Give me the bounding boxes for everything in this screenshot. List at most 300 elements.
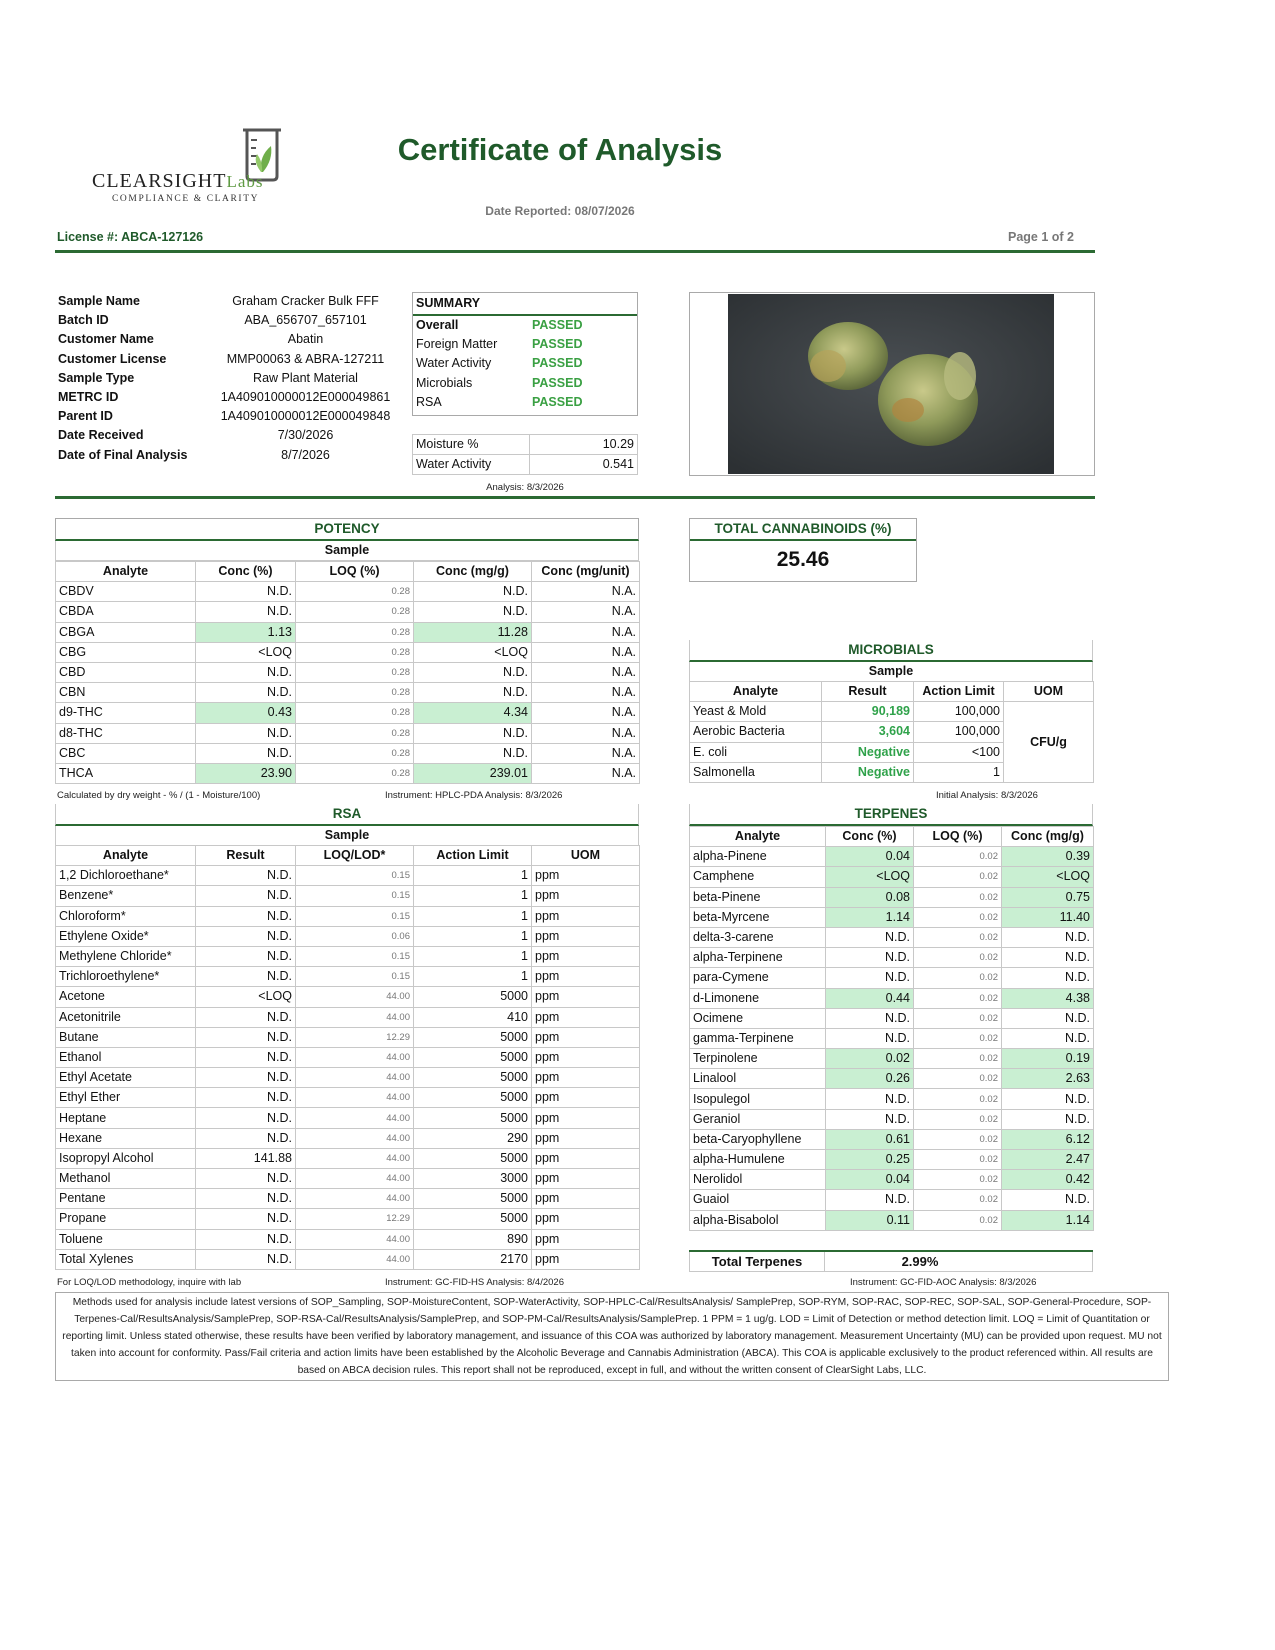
moisture-label: Moisture % [413, 435, 530, 455]
table-cell: 0.02 [914, 847, 1002, 867]
table-cell: <LOQ [196, 642, 296, 662]
table-cell: N.D. [826, 1109, 914, 1129]
table-cell: ppm [532, 1007, 640, 1027]
table-cell: beta-Caryophyllene [690, 1129, 826, 1149]
table-cell: Chloroform* [56, 906, 196, 926]
column-header: LOQ (%) [914, 827, 1002, 847]
table-cell: 44.00 [296, 1229, 414, 1249]
moisture-value: 10.29 [530, 435, 638, 455]
logo-labs: Labs [226, 172, 264, 191]
table-row [690, 702, 1094, 722]
summary-row [413, 393, 637, 412]
table-cell: 0.28 [296, 622, 414, 642]
table-cell: N.D. [414, 723, 532, 743]
table-cell: N.D. [414, 582, 532, 602]
table-cell: CBD [56, 662, 196, 682]
table-cell: Nerolidol [690, 1170, 826, 1190]
info-label: Batch ID [58, 313, 109, 328]
table-cell: 44.00 [296, 1068, 414, 1088]
table-cell: 0.04 [826, 1170, 914, 1190]
logo [92, 126, 292, 210]
potency-section [55, 518, 639, 784]
table-cell: N.D. [196, 662, 296, 682]
table-cell: 0.15 [296, 906, 414, 926]
table-row [56, 723, 640, 743]
table-cell: <LOQ [414, 642, 532, 662]
table-cell: 1,2 Dichloroethane* [56, 866, 196, 886]
table-cell: N.D. [196, 1068, 296, 1088]
license-number: License #: ABCA-127126 [57, 230, 204, 244]
table-cell: d9-THC [56, 703, 196, 723]
table-row [690, 1150, 1094, 1170]
table-cell: 0.28 [296, 723, 414, 743]
table-cell: Pentane [56, 1189, 196, 1209]
table-row [56, 1128, 640, 1148]
table-cell: N.D. [826, 927, 914, 947]
table-cell: 0.02 [914, 927, 1002, 947]
table-row [56, 987, 640, 1007]
table-cell: <LOQ [826, 867, 914, 887]
total-terpenes-label: Total Terpenes [690, 1251, 825, 1272]
column-header: Conc (%) [196, 562, 296, 582]
info-value: MMP00063 & ABRA-127211 [226, 351, 385, 366]
table-cell: 0.02 [826, 1049, 914, 1069]
info-row [55, 369, 400, 388]
summary-row [413, 335, 637, 354]
table-row [690, 1089, 1094, 1109]
table-cell: 1.14 [826, 907, 914, 927]
table-cell: 0.02 [914, 1129, 1002, 1149]
table-cell: Propane [56, 1209, 196, 1229]
total-cannabinoids-box [689, 518, 917, 582]
table-cell: alpha-Pinene [690, 847, 826, 867]
page-title: Certificate of Analysis [397, 132, 723, 167]
table-row [690, 1170, 1094, 1190]
table-cell: N.D. [196, 582, 296, 602]
summary-label: Microbials [416, 375, 473, 390]
table-cell: N.D. [1002, 968, 1094, 988]
total-terpenes-value: 2.99% [901, 1254, 939, 1270]
table-cell: N.D. [826, 1089, 914, 1109]
table-row [56, 763, 640, 783]
info-row [55, 330, 400, 349]
result-cell: 3,604 [822, 722, 914, 742]
table-row [690, 1210, 1094, 1230]
table-cell: Ocimene [690, 1008, 826, 1028]
table-cell: N.D. [196, 906, 296, 926]
summary-analysis-note: Analysis: 8/3/2026 [486, 482, 564, 493]
info-label: Customer License [58, 351, 167, 366]
summary-status: PASSED [532, 394, 583, 409]
table-row [690, 907, 1094, 927]
column-header: Result [196, 846, 296, 866]
table-row [56, 1209, 640, 1229]
info-value: 7/30/2026 [277, 428, 334, 443]
info-value: Graham Cracker Bulk FFF [232, 294, 379, 309]
table-cell: 44.00 [296, 1088, 414, 1108]
table-cell: N.D. [1002, 927, 1094, 947]
table-cell: Methylene Chloride* [56, 946, 196, 966]
rsa-section [55, 804, 639, 1270]
table-cell: ppm [532, 1068, 640, 1088]
rsa-note-right: Instrument: GC-FID-HS Analysis: 8/4/2026 [385, 1277, 564, 1288]
table-cell: N.D. [826, 948, 914, 968]
table-cell: 11.40 [1002, 907, 1094, 927]
table-cell: 5000 [414, 1148, 532, 1168]
table-cell: 44.00 [296, 1189, 414, 1209]
table-cell: N.D. [196, 886, 296, 906]
table-cell: N.D. [196, 1169, 296, 1189]
terpenes-title: TERPENES [689, 804, 1093, 826]
table-cell: Isopulegol [690, 1089, 826, 1109]
table-cell: 239.01 [414, 763, 532, 783]
info-value: Raw Plant Material [253, 370, 358, 385]
column-header: Analyte [56, 846, 196, 866]
column-header: Action Limit [914, 682, 1004, 702]
column-header: Conc (mg/g) [414, 562, 532, 582]
column-header: Result [822, 682, 914, 702]
total-terpenes-table [689, 1250, 1093, 1272]
table-cell: 0.43 [196, 703, 296, 723]
column-header: UOM [1004, 682, 1094, 702]
table-row [56, 642, 640, 662]
table-cell: 0.02 [914, 1049, 1002, 1069]
table-cell: CBGA [56, 622, 196, 642]
info-row [55, 388, 400, 407]
table-cell: N.D. [1002, 1109, 1094, 1129]
rsa-title: RSA [55, 804, 639, 826]
water-activity-value: 0.541 [530, 455, 638, 475]
total-cannabinoids-title: TOTAL CANNABINOIDS (%) [690, 519, 916, 541]
table-cell: para-Cymene [690, 968, 826, 988]
table-cell: Isopropyl Alcohol [56, 1148, 196, 1168]
table-row [56, 1108, 640, 1128]
column-header: Analyte [690, 827, 826, 847]
table-row [690, 948, 1094, 968]
table-cell: N.D. [196, 743, 296, 763]
moisture-table [412, 434, 638, 475]
table-cell: 5000 [414, 1047, 532, 1067]
table-cell: N.D. [196, 967, 296, 987]
table-row [56, 1068, 640, 1088]
table-cell: 5000 [414, 1068, 532, 1088]
summary-label: Overall [416, 318, 459, 333]
summary-row [413, 316, 637, 335]
table-cell: ppm [532, 1128, 640, 1148]
table-cell: alpha-Terpinene [690, 948, 826, 968]
sample-info-table [55, 292, 400, 465]
table-cell: 11.28 [414, 622, 532, 642]
table-cell: d-Limonene [690, 988, 826, 1008]
table-cell: N.D. [414, 743, 532, 763]
methods-footer [55, 1292, 1169, 1381]
table-cell: Acetonitrile [56, 1007, 196, 1027]
summary-title: SUMMARY [413, 293, 637, 316]
table-cell: 0.02 [914, 1069, 1002, 1089]
table-cell: Trichloroethylene* [56, 967, 196, 987]
table-row [56, 886, 640, 906]
microbials-section [689, 640, 1093, 783]
table-cell: ppm [532, 1169, 640, 1189]
table-cell: 5000 [414, 1209, 532, 1229]
sample-photo-frame [689, 292, 1095, 476]
table-cell: ppm [532, 926, 640, 946]
table-cell: 0.04 [826, 847, 914, 867]
table-cell: 0.02 [914, 1150, 1002, 1170]
table-cell: 0.02 [914, 1109, 1002, 1129]
table-row [690, 1109, 1094, 1129]
table-cell: N.D. [826, 1190, 914, 1210]
table-cell: <100 [914, 742, 1004, 762]
table-cell: N.A. [532, 763, 640, 783]
info-label: Date of Final Analysis [58, 447, 188, 462]
table-row [56, 866, 640, 886]
table-cell: N.D. [826, 1028, 914, 1048]
table-cell: ppm [532, 967, 640, 987]
table-cell: delta-3-carene [690, 927, 826, 947]
table-cell: 0.15 [296, 886, 414, 906]
table-cell: 1.13 [196, 622, 296, 642]
table-row [690, 988, 1094, 1008]
date-reported: Date Reported: 08/07/2026 [485, 204, 635, 218]
table-cell: N.D. [826, 1008, 914, 1028]
potency-table [55, 561, 640, 784]
table-cell: <LOQ [196, 987, 296, 1007]
table-row [690, 1028, 1094, 1048]
table-cell: 3000 [414, 1169, 532, 1189]
table-cell: N.D. [196, 926, 296, 946]
table-cell: CBDV [56, 582, 196, 602]
table-row [690, 1049, 1094, 1069]
table-cell: 100,000 [914, 702, 1004, 722]
table-cell: 4.38 [1002, 988, 1094, 1008]
table-cell: 2.47 [1002, 1150, 1094, 1170]
table-cell: N.A. [532, 723, 640, 743]
table-cell: 0.02 [914, 867, 1002, 887]
table-cell: 0.02 [914, 968, 1002, 988]
summary-row [413, 354, 637, 373]
table-row [56, 703, 640, 723]
info-label: Sample Name [58, 294, 140, 309]
table-row [690, 847, 1094, 867]
table-row [56, 662, 640, 682]
summary-label: Water Activity [416, 356, 492, 371]
table-cell: 0.28 [296, 763, 414, 783]
table-cell: 0.11 [826, 1210, 914, 1230]
table-cell: 12.29 [296, 1209, 414, 1229]
potency-sample-label: Sample [55, 541, 639, 561]
info-label: Customer Name [58, 332, 154, 347]
table-cell: 0.02 [914, 887, 1002, 907]
table-cell: ppm [532, 1249, 640, 1269]
info-row [55, 446, 400, 465]
table-cell: Salmonella [690, 762, 822, 782]
summary-status: PASSED [532, 356, 583, 371]
table-cell: 23.90 [196, 763, 296, 783]
table-cell: Terpinolene [690, 1049, 826, 1069]
table-cell: 410 [414, 1007, 532, 1027]
table-cell: N.D. [196, 1108, 296, 1128]
table-cell: 44.00 [296, 1128, 414, 1148]
table-cell: d8-THC [56, 723, 196, 743]
table-cell: ppm [532, 1209, 640, 1229]
table-cell: <LOQ [1002, 867, 1094, 887]
table-cell: Total Xylenes [56, 1249, 196, 1269]
potency-note-left: Calculated by dry weight - % / (1 - Moisture/100) [57, 790, 261, 801]
table-cell: 0.02 [914, 1210, 1002, 1230]
column-header: Analyte [690, 682, 822, 702]
table-cell: 44.00 [296, 987, 414, 1007]
methods-text: Methods used for analysis include latest versions of SOP_Sampling, SOP-MoistureContent, SOP-WaterActivity, SOP-HPLC-Cal/ResultsAnalysis/ SamplePrep, SOP-RYM, SOP-RAC, SOP-REC, SOP-SAL, SOP-General-Procedure, SOP-Terpenes-Cal/ResultsAnalysis/SamplePrep, SOP-RSA-Cal/ResultsAnalysis/SamplePrep, and SOP-PM-Cal/ResultsAnalysis/SamplePrep. 1 PPM = 1 ug/g. LOD = Limit of Detection or method detection limit. LOQ = Limit of Quantitation or reporting limit. Unless stated otherwise, these results have been verified by laboratory management, and issuance of this COA was authorized by laboratory management. Measurement Uncertainty (MU) can be provided upon request. MU not taken into account for conformity. Pass/Fail criteria and action limits have been established by the Alcoholic Beverage and Cannabis Administration (ABCA). This COA is applicable exclusively to the product referenced within. All results are based on ABCA decision rules. This report shall not be reproduced, except in full, and without the written consent of ClearSight Labs, LLC. [62, 1297, 1162, 1376]
table-cell: 0.26 [826, 1069, 914, 1089]
info-label: Sample Type [58, 370, 135, 385]
table-cell: ppm [532, 1148, 640, 1168]
table-cell: N.D. [414, 602, 532, 622]
table-cell: 44.00 [296, 1148, 414, 1168]
table-cell: N.D. [1002, 1089, 1094, 1109]
summary-row [413, 374, 637, 393]
table-cell: N.D. [196, 946, 296, 966]
table-cell: Yeast & Mold [690, 702, 822, 722]
result-cell: Negative [822, 762, 914, 782]
table-cell: 0.42 [1002, 1170, 1094, 1190]
table-row [690, 887, 1094, 907]
table-row [56, 1088, 640, 1108]
table-cell: Ethylene Oxide* [56, 926, 196, 946]
header-divider [55, 250, 1095, 253]
table-cell: 141.88 [196, 1148, 296, 1168]
table-cell: 12.29 [296, 1027, 414, 1047]
table-cell: 1 [414, 906, 532, 926]
terpenes-table [689, 826, 1094, 1231]
microbials-note: Initial Analysis: 8/3/2026 [936, 790, 1038, 801]
table-row [690, 1069, 1094, 1089]
table-cell: 0.15 [296, 946, 414, 966]
table-row [56, 683, 640, 703]
table-cell: 100,000 [914, 722, 1004, 742]
table-cell: 0.02 [914, 1170, 1002, 1190]
column-header: LOQ (%) [296, 562, 414, 582]
info-value: 1A409010000012E000049861 [220, 390, 391, 405]
microbials-title: MICROBIALS [689, 640, 1093, 662]
table-row [56, 1047, 640, 1067]
table-cell: 0.02 [914, 1190, 1002, 1210]
table-row [56, 1229, 640, 1249]
table-row [690, 968, 1094, 988]
table-cell: 2170 [414, 1249, 532, 1269]
table-cell: ppm [532, 906, 640, 926]
table-cell: 290 [414, 1128, 532, 1148]
table-cell: N.D. [196, 1209, 296, 1229]
table-cell: 1 [414, 866, 532, 886]
info-row [55, 407, 400, 426]
table-cell: N.A. [532, 703, 640, 723]
info-divider [55, 496, 1095, 499]
table-cell: N.A. [532, 622, 640, 642]
table-cell: Heptane [56, 1108, 196, 1128]
table-row [56, 946, 640, 966]
table-cell: 0.06 [296, 926, 414, 946]
summary-status: PASSED [532, 318, 583, 333]
table-cell: 0.02 [914, 988, 1002, 1008]
table-cell: N.D. [196, 683, 296, 703]
table-cell: 5000 [414, 1189, 532, 1209]
table-cell: 44.00 [296, 1047, 414, 1067]
potency-title: POTENCY [55, 518, 639, 541]
column-header: Analyte [56, 562, 196, 582]
table-cell: Linalool [690, 1069, 826, 1089]
summary-status: PASSED [532, 375, 583, 390]
table-cell: N.D. [196, 1128, 296, 1148]
table-cell: 44.00 [296, 1169, 414, 1189]
table-row [56, 1148, 640, 1168]
table-cell: 0.28 [296, 662, 414, 682]
table-cell: N.A. [532, 602, 640, 622]
column-header: UOM [532, 846, 640, 866]
table-cell: 1 [914, 762, 1004, 782]
table-cell: 0.28 [296, 743, 414, 763]
info-row [55, 426, 400, 445]
table-cell: 1 [414, 926, 532, 946]
table-cell: N.D. [196, 602, 296, 622]
table-cell: 44.00 [296, 1007, 414, 1027]
info-value: 1A409010000012E000049848 [220, 409, 391, 424]
table-cell: N.D. [1002, 948, 1094, 968]
summary-label: RSA [416, 394, 442, 409]
table-cell: N.D. [196, 723, 296, 743]
potency-note-right: Instrument: HPLC-PDA Analysis: 8/3/2026 [385, 790, 563, 801]
table-row [690, 867, 1094, 887]
table-cell: CBC [56, 743, 196, 763]
info-value: 8/7/2026 [281, 447, 330, 462]
table-cell: 1 [414, 967, 532, 987]
info-value: ABA_656707_657101 [244, 313, 367, 328]
column-header: Action Limit [414, 846, 532, 866]
table-row [56, 1007, 640, 1027]
info-row [55, 350, 400, 369]
summary-status: PASSED [532, 337, 583, 352]
info-label: METRC ID [58, 390, 119, 405]
table-cell: 1 [414, 886, 532, 906]
table-cell: alpha-Bisabolol [690, 1210, 826, 1230]
table-cell: 890 [414, 1229, 532, 1249]
table-row [56, 906, 640, 926]
table-cell: N.D. [1002, 1028, 1094, 1048]
table-cell: N.A. [532, 683, 640, 703]
rsa-table [55, 845, 640, 1270]
logo-wordmark: CLEARSIGHT [92, 170, 227, 192]
table-cell: 0.75 [1002, 887, 1094, 907]
column-header: LOQ/LOD* [296, 846, 414, 866]
column-header: Conc (%) [826, 827, 914, 847]
table-cell: ppm [532, 1088, 640, 1108]
table-cell: N.A. [532, 743, 640, 763]
table-cell: N.D. [826, 968, 914, 988]
table-cell: 0.08 [826, 887, 914, 907]
table-row [56, 622, 640, 642]
info-row [55, 292, 400, 311]
table-cell: N.A. [532, 662, 640, 682]
table-cell: 6.12 [1002, 1129, 1094, 1149]
table-cell: ppm [532, 1027, 640, 1047]
table-cell: Ethyl Acetate [56, 1068, 196, 1088]
table-cell: N.D. [196, 866, 296, 886]
info-row [55, 311, 400, 330]
table-row [690, 1129, 1094, 1149]
table-cell: gamma-Terpinene [690, 1028, 826, 1048]
table-cell: N.D. [196, 1047, 296, 1067]
table-cell: N.D. [196, 1249, 296, 1269]
